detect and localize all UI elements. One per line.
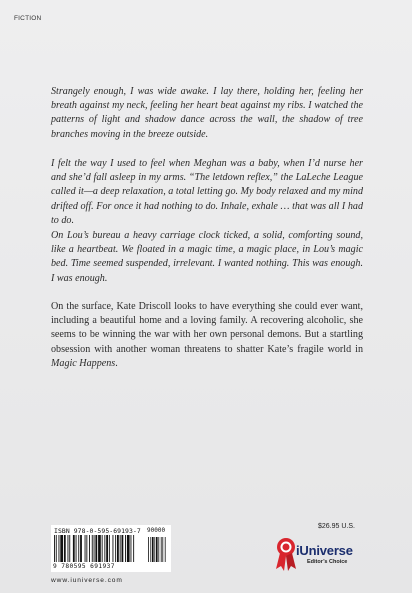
book-title: Magic Happens [51, 357, 116, 369]
barcode-bar [106, 535, 108, 562]
barcode-bar [64, 535, 66, 562]
barcode-bar [85, 535, 86, 562]
barcode-addon-bar [158, 537, 159, 562]
excerpt-paragraph-3: On Lou’s bureau a heavy carriage clock ticked, a solid, comforting sound, like a heartbeat. We floated in a magic time, a magic place, in Lou’s magic bed. Time seemed suspended, irrelevant. I wanted nothing. This was enough. I was enough. [51, 230, 363, 284]
barcode-addon-bar [150, 537, 151, 562]
barcode-addon-bar [152, 537, 154, 562]
barcode-bar [113, 535, 114, 562]
barcode-bar [69, 535, 70, 562]
barcode-bar [78, 535, 79, 562]
barcode-bar [94, 535, 95, 562]
description-end: . [115, 357, 118, 369]
barcode-addon-bar [148, 537, 149, 562]
barcode-bar [109, 535, 110, 562]
barcode-addon-code: 90000 [147, 527, 166, 534]
barcode-bar [131, 535, 132, 562]
barcode-bar [95, 535, 97, 562]
barcode-bars [54, 535, 168, 563]
description-text: On the surface, Kate Driscoll looks to have everything she could ever want, including a beautiful home and a loving family. A recovering alcoholic, she seems to be winning the war with her own personal demons. But a startling obsession with another woman threatens to shatter Kate’s fragile world in [51, 301, 363, 355]
publisher-website: www.iuniverse.com [51, 577, 123, 584]
barcode-bar [59, 535, 60, 562]
book-description [51, 300, 363, 371]
barcode-bar [120, 535, 121, 562]
excerpt-paragraph-1: Strangely enough, I was wide awake. I lay there, holding her, feeling her breath against my neck, feeling her heart beat against my ribs. I watched the patterns of light and shadow dance across the wall, the shadow of tree branches moving in the breeze outside. [51, 86, 363, 140]
barcode-digits: 9 780595 691937 [53, 563, 115, 570]
isbn-number: ISBN 978-0-595-69193-7 [54, 527, 141, 535]
price-label: $26.95 U.S. [318, 523, 355, 530]
barcode-addon-bar [162, 537, 163, 562]
barcode-bar [80, 535, 82, 562]
barcode-bar [104, 535, 105, 562]
barcode-bar [117, 535, 119, 562]
barcode-bar [122, 535, 124, 562]
genre-label: FICTION [14, 15, 42, 22]
barcode-addon-bar [165, 537, 166, 562]
publisher-tagline: Editor’s Choice [307, 559, 348, 565]
barcode-bar [125, 535, 126, 562]
barcode-addon-bar [154, 537, 155, 562]
barcode-bar [56, 535, 57, 562]
barcode-addon-bar [161, 537, 162, 562]
barcode-bar [68, 535, 69, 562]
barcode-addon-bar [156, 537, 158, 562]
publisher-name: iUniverse [296, 543, 353, 558]
barcode-bar [92, 535, 93, 562]
excerpt-paragraph-2: I felt the way I used to feel when Meghan was a baby, when I’d nurse her and she’d fall asleep in my arms. “The letdown reflex,” the LaLeche League called it—a deep relaxation, a total letting go. My body relaxed and my mind drifted off. For once it had nothing to do. Inhale, exhale … that was all I had to do. [51, 158, 363, 226]
barcode-bar [133, 535, 134, 562]
isbn-barcode [51, 525, 171, 572]
barcode-bar [127, 535, 130, 562]
barcode-bar [60, 535, 63, 562]
barcode-bar [54, 535, 55, 562]
barcode-bar [115, 535, 116, 562]
barcode-bar [102, 535, 103, 562]
barcode-bar [98, 535, 101, 562]
barcode-bar [76, 535, 77, 562]
barcode-bar [86, 535, 87, 562]
barcode-bar [89, 535, 90, 562]
publisher-logo [271, 536, 371, 572]
barcode-bar [73, 535, 75, 562]
